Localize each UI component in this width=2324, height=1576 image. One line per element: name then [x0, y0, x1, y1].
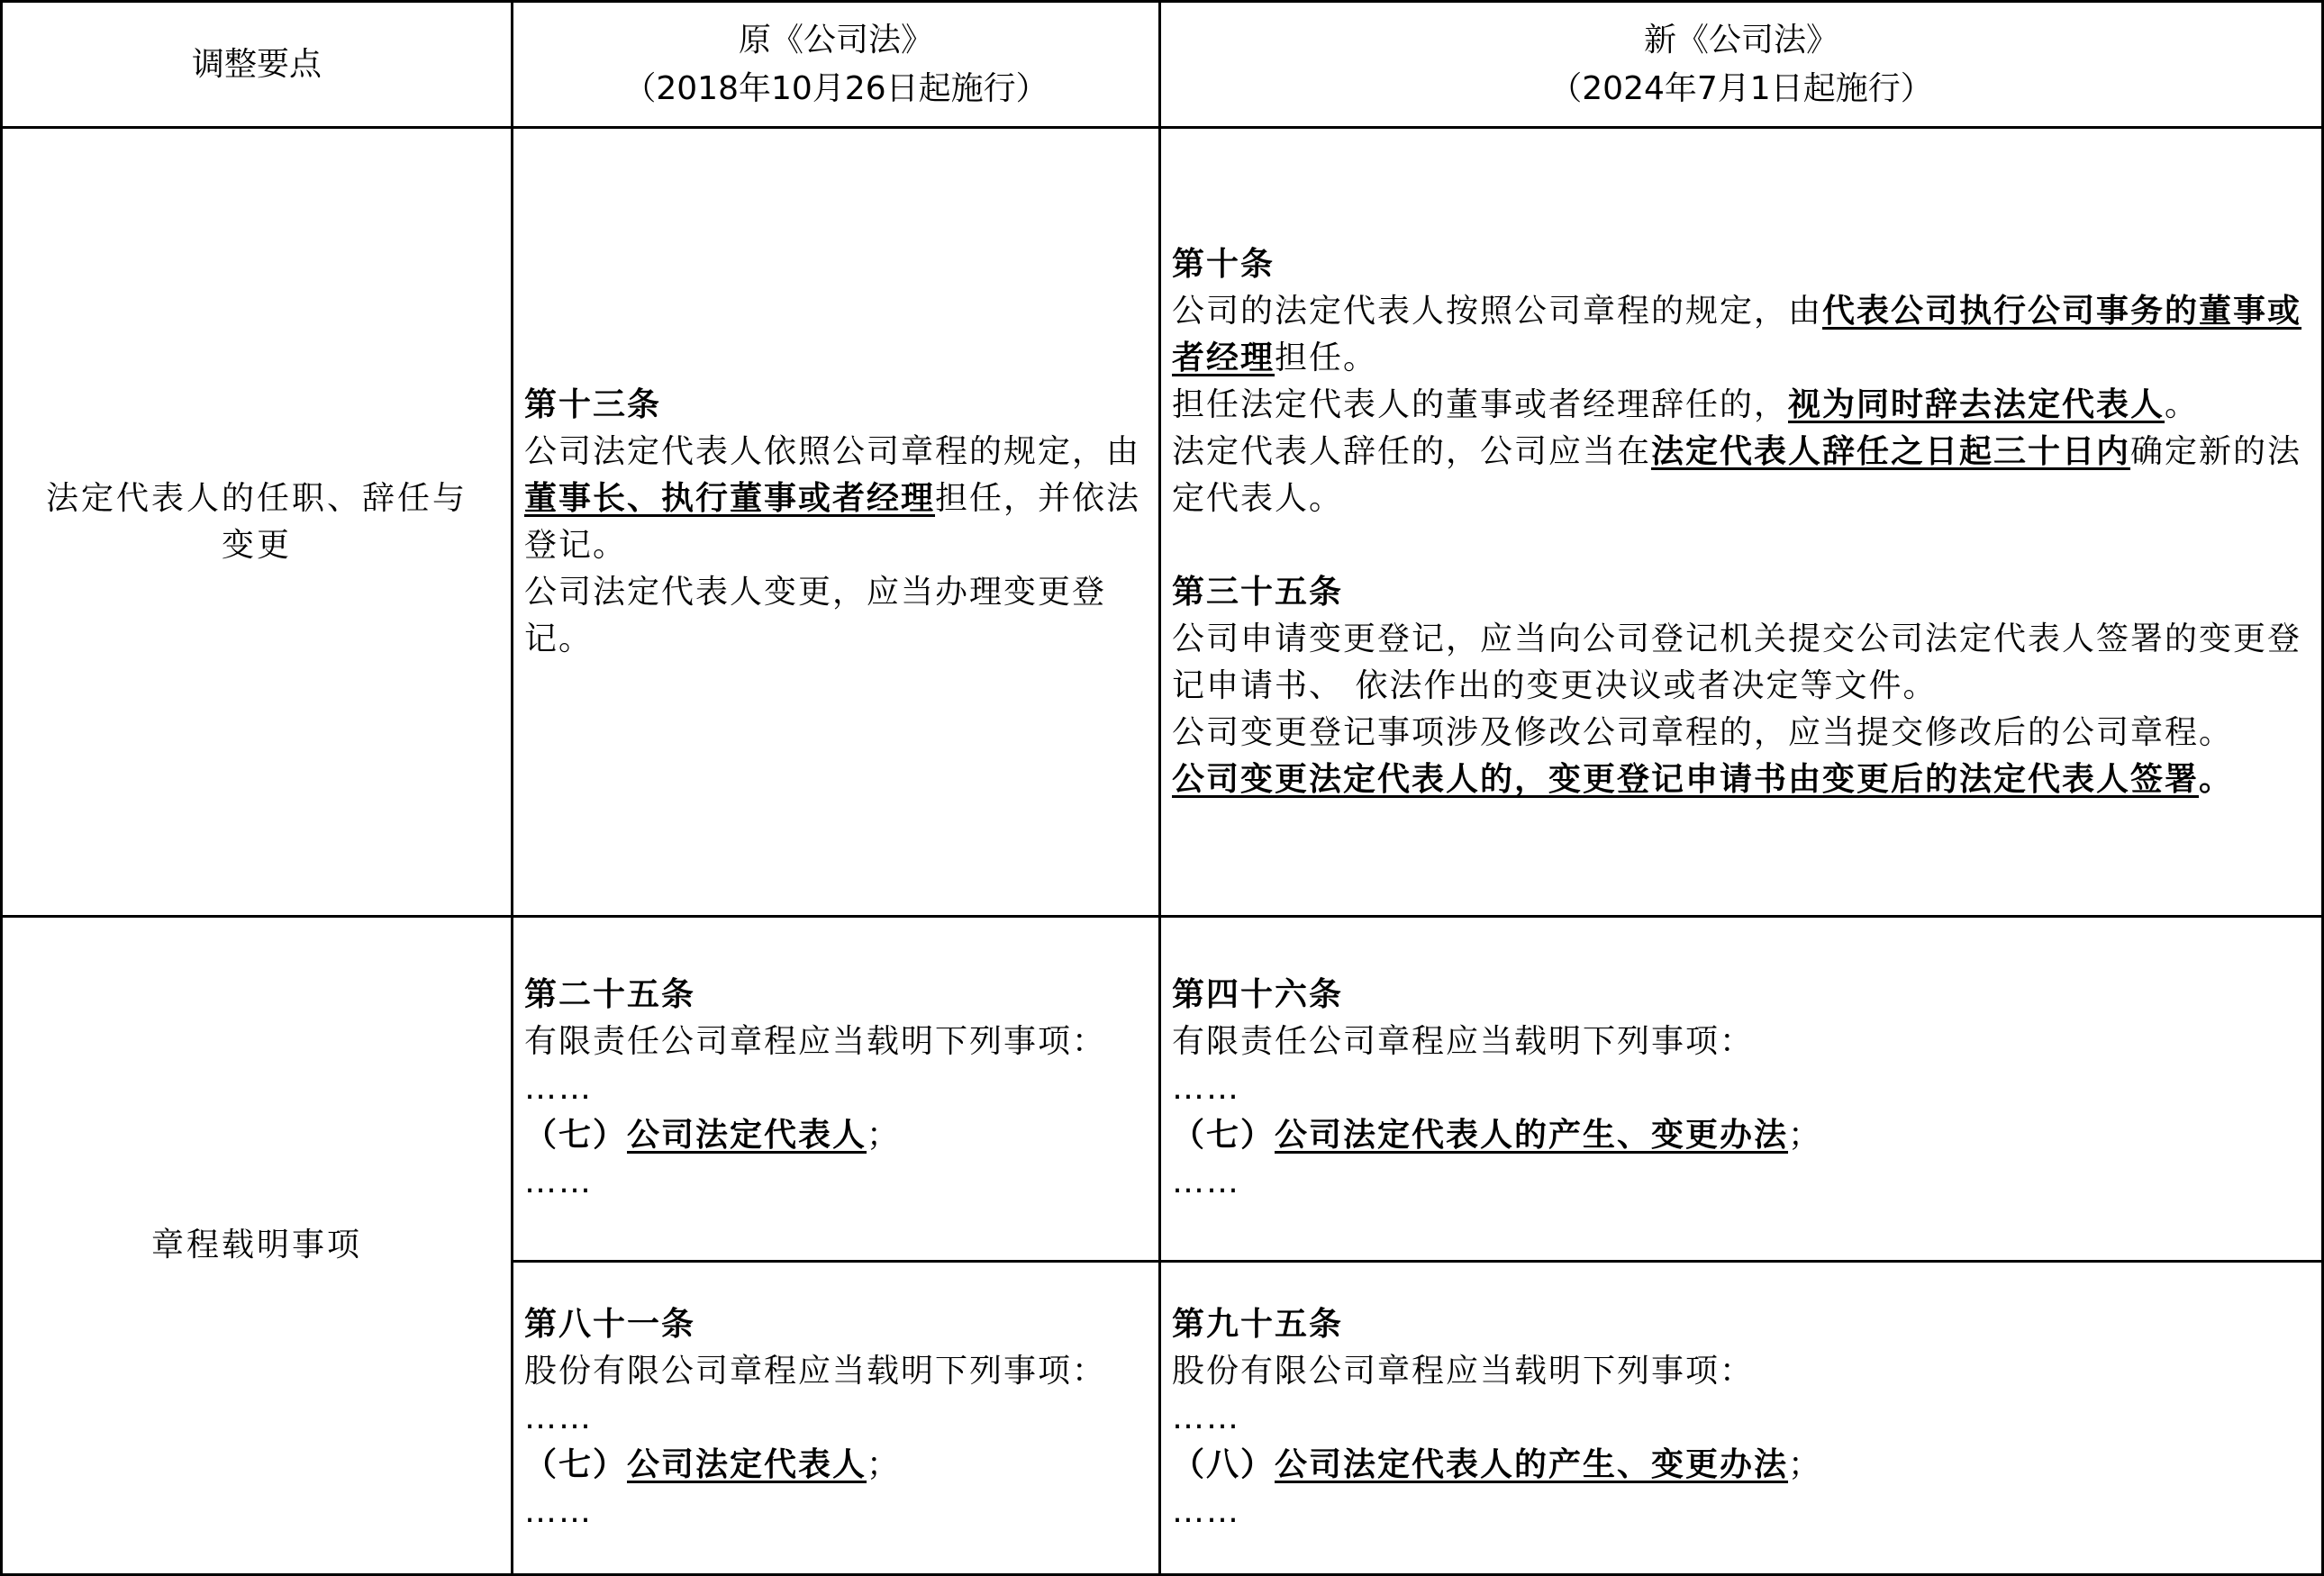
article-text: 确定新的法定代表人。: [1172, 432, 2302, 517]
row2-new-article-b: [1161, 1263, 2321, 1573]
amended-text: 法定代表人辞任之日起三十日内: [1651, 432, 2131, 470]
article-text: ……: [524, 1164, 593, 1200]
header-new-law-date: （2024年7月1日起施行）: [1549, 69, 1933, 107]
article-text: ……: [1172, 1492, 1240, 1530]
row2-topic: [3, 918, 511, 1573]
article-text: 股份有限公司章程应当载明下列事项：: [1172, 1352, 1755, 1390]
article-text: 担任法定代表人的董事或者经理辞任的，: [1172, 385, 1789, 423]
article-paragraph: [1172, 1442, 2314, 1489]
article-text: ……: [524, 1399, 593, 1436]
bold-text: （八）: [1172, 1445, 1275, 1483]
article-paragraph: [1172, 1065, 2314, 1112]
bold-text: 第十条: [1172, 245, 1275, 283]
bold-text: （七）: [1172, 1117, 1275, 1154]
header-new-law: [1161, 3, 2321, 126]
article-text: 担任。: [1275, 339, 1378, 376]
article-text: 公司申请变更登记，应当向公司登记机关提交公司法定代表人签署的变更登记申请书、 依法作出的变更决议或者决定等文件。: [1172, 620, 2302, 704]
row2-old-article-b: [513, 1263, 1158, 1573]
article-text: 公司法定代表人变更，应当办理变更登记。: [524, 573, 1107, 657]
article-number: [1172, 569, 2314, 616]
article-paragraph: [524, 429, 1151, 569]
article-paragraph: [1172, 710, 2314, 756]
article-paragraph: [524, 1159, 1151, 1206]
article-text: 。: [2165, 385, 2200, 423]
article-text: ……: [524, 1070, 593, 1107]
bold-text: 第三十五条: [1172, 573, 1344, 611]
article-text: ……: [1172, 1070, 1240, 1107]
article-paragraph: [1172, 1112, 2314, 1159]
article-text: 法定代表人辞任的，公司应当在: [1172, 432, 1652, 470]
article-text: 公司的法定代表人按照公司章程的规定，由: [1172, 292, 1823, 330]
article-paragraph: [524, 1489, 1151, 1535]
amended-text: 视为同时辞去法定代表人: [1788, 385, 2165, 423]
article-text: 公司法定代表人依照公司章程的规定，由: [524, 432, 1141, 470]
article-text: ；: [867, 1445, 902, 1483]
article-paragraph: [1172, 429, 2314, 522]
row1-new-article: [1161, 129, 2321, 915]
article-text: ……: [524, 1492, 593, 1530]
article-paragraph: [1172, 1019, 2314, 1065]
article-text: ……: [1172, 1399, 1240, 1436]
article-paragraph: [1172, 1348, 2314, 1395]
article-text: ……: [1172, 1164, 1240, 1200]
row1-old-article: [513, 129, 1158, 915]
amended-text: 公司法定代表人: [627, 1445, 867, 1483]
article-number: [524, 1301, 1151, 1348]
article-paragraph: [1172, 382, 2314, 429]
article-text: 有限责任公司章程应当载明下列事项：: [524, 1023, 1107, 1060]
header-topic: [3, 3, 511, 126]
bold-text: 第二十五条: [524, 976, 696, 1013]
amended-text: 公司变更法定代表人的，变更登记申请书由变更后的法定代表人签署: [1172, 760, 2200, 798]
article-paragraph: [524, 1019, 1151, 1065]
article-paragraph: [1172, 756, 2314, 803]
blank-line: [1172, 522, 2314, 569]
row2-old-article-a: [513, 918, 1158, 1260]
article-text: 股份有限公司章程应当载明下列事项：: [524, 1352, 1107, 1390]
header-old-law-date: （2018年10月26日起施行）: [623, 69, 1049, 107]
bold-text: （七）: [524, 1117, 628, 1154]
row2-new-article-a: [1161, 918, 2321, 1260]
article-paragraph: [524, 1065, 1151, 1112]
amended-text: 董事长、执行董事或者经理: [524, 479, 936, 517]
header-old-law-title: 原《公司法》: [738, 21, 933, 59]
article-number: [524, 382, 1151, 429]
amended-text: 代表公司执行公司事务的董事或者经理: [1172, 292, 2302, 376]
article-number: [1172, 241, 2314, 288]
article-paragraph: [524, 1112, 1151, 1159]
article-paragraph: [1172, 1159, 2314, 1206]
article-paragraph: [1172, 616, 2314, 710]
bold-text: 第十三条: [524, 385, 662, 423]
bold-text: 第四十六条: [1172, 976, 1344, 1013]
bold-text: 第八十一条: [524, 1305, 696, 1343]
article-text: ；: [867, 1117, 902, 1154]
article-paragraph: [1172, 1489, 2314, 1535]
article-paragraph: [1172, 1395, 2314, 1442]
article-paragraph: [524, 1442, 1151, 1489]
amended-text: 公司法定代表人: [627, 1117, 867, 1154]
amended-text: 公司法定代表人的产生、变更办法: [1275, 1445, 1789, 1483]
row1-topic-line1: 法定代表人的任职、辞任与: [45, 479, 468, 517]
header-topic-label: 调整要点: [191, 45, 322, 83]
article-text: 担任，并依法登记。: [524, 479, 1141, 564]
amended-text: 公司法定代表人的产生、变更办法: [1275, 1117, 1789, 1154]
header-old-law: [513, 3, 1158, 126]
article-paragraph: [524, 1348, 1151, 1395]
bold-text: 。: [2199, 760, 2234, 798]
header-new-law-title: 新《公司法》: [1643, 21, 1838, 59]
article-number: [1172, 1301, 2314, 1348]
article-number: [1172, 972, 2314, 1019]
article-paragraph: [1172, 288, 2314, 382]
article-text: 有限责任公司章程应当载明下列事项：: [1172, 1023, 1755, 1060]
row1-topic-line2: 变更: [221, 526, 292, 564]
article-paragraph: [524, 1395, 1151, 1442]
article-text: 公司变更登记事项涉及修改公司章程的，应当提交修改后的公司章程。: [1172, 713, 2234, 751]
article-text: ；: [1788, 1445, 1823, 1483]
row1-topic: [3, 129, 511, 915]
bold-text: （七）: [524, 1445, 628, 1483]
article-paragraph: [524, 569, 1151, 663]
bold-text: 第九十五条: [1172, 1305, 1344, 1343]
article-number: [524, 972, 1151, 1019]
row2-topic-line1: 章程载明事项: [150, 1227, 362, 1264]
article-text: ；: [1788, 1117, 1823, 1154]
